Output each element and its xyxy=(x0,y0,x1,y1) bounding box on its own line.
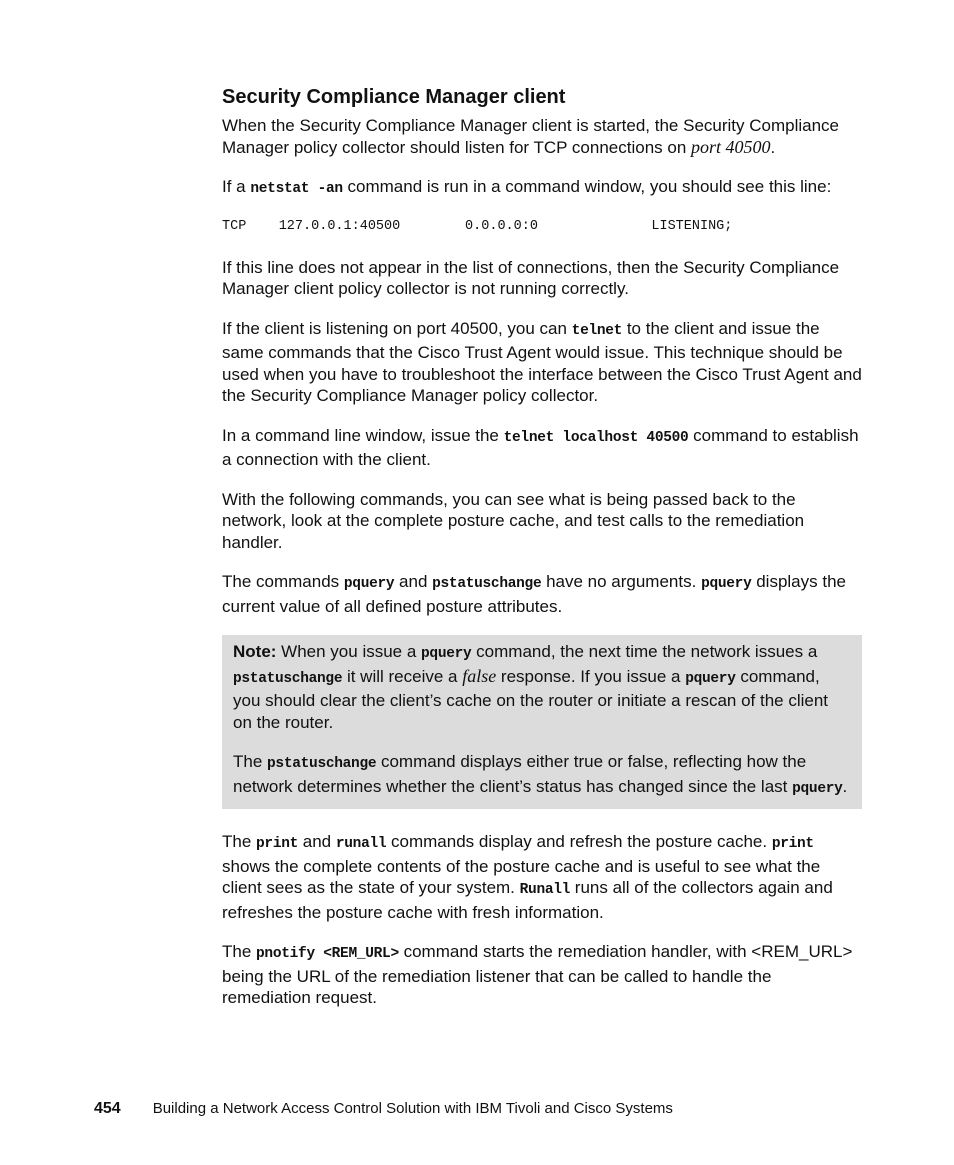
inline-code: pstatuschange xyxy=(432,576,542,592)
paragraph-2 xyxy=(222,176,862,201)
inline-code: pquery xyxy=(685,670,736,687)
inline-code: pstatuschange xyxy=(267,756,377,772)
text: command, the next time the network issues a xyxy=(471,642,818,661)
text: The xyxy=(222,942,257,961)
paragraph-6: With the following commands, you can see what is being passed back to the network, look at the complete posture cache, and test calls to the remediation handler. xyxy=(222,489,805,552)
inline-code: telnet xyxy=(571,322,623,339)
text: and xyxy=(298,832,336,851)
note-paragraph-2 xyxy=(233,751,850,800)
inline-code: pnotify <REM_URL> xyxy=(256,946,399,962)
false-italic: false xyxy=(462,665,497,686)
text: and xyxy=(394,572,433,591)
text: runs all of the collectors again and refreshes the posture cache with fresh information. xyxy=(222,878,833,922)
text: If the client is listening on port 40500, you can xyxy=(222,318,572,338)
paragraph-8 xyxy=(222,831,862,923)
text: response. If you issue a xyxy=(496,666,686,686)
note-box xyxy=(222,635,862,809)
paragraph-7 xyxy=(222,571,862,617)
paragraph-9 xyxy=(222,941,862,1009)
inline-code: pquery xyxy=(343,576,395,592)
inline-code: netstat -an xyxy=(250,181,343,197)
text: command is run in a command window, you should see this line: xyxy=(342,177,832,196)
text: . xyxy=(770,137,776,157)
text: The commands xyxy=(222,572,344,591)
section-heading: Security Compliance Manager client xyxy=(222,86,566,108)
page-content xyxy=(222,84,862,1027)
text: have no arguments. xyxy=(541,572,702,591)
text: commands display and refresh the posture cache. xyxy=(386,832,772,851)
port-italic: port 40500 xyxy=(691,136,771,157)
text: command, you should clear the client’s cache on the router or initiate a rescan of the client on the router. xyxy=(233,666,829,732)
text: In a command line window, issue the xyxy=(222,425,504,445)
text: shows the complete contents of the posture cache and is useful to see what the client sees as the state of your system. xyxy=(222,856,821,897)
page-number: 454 xyxy=(94,1100,121,1117)
text: . xyxy=(842,776,848,796)
text: When the Security Compliance Manager client is started, the Security Compliance Manager policy collector should listen for TCP connections on xyxy=(222,116,840,157)
paragraph-3: If this line does not appear in the list of connections, then the Security Compliance Manager client policy collector is not running correctly. xyxy=(222,257,840,298)
code-line: TCP 127.0.0.1:40500 0.0.0.0:0 LISTENING; xyxy=(222,218,733,234)
text: If a xyxy=(222,177,251,196)
paragraph-1 xyxy=(222,115,862,158)
text: command starts the remediation handler, with <REM_URL> being the URL of the remediation listener that can be called to handle the remediation request. xyxy=(222,942,853,1007)
book-title: Building a Network Access Control Solution with IBM Tivoli and Cisco Systems xyxy=(152,1100,673,1117)
text: The xyxy=(222,832,257,851)
note-paragraph-1 xyxy=(233,641,850,733)
inline-code: telnet localhost 40500 xyxy=(503,429,689,446)
text: The xyxy=(233,752,268,771)
inline-code: runall xyxy=(335,836,387,852)
inline-code: pstatuschange xyxy=(233,670,343,687)
inline-code: pquery xyxy=(792,780,843,797)
inline-code: Runall xyxy=(519,882,571,898)
inline-code: pquery xyxy=(421,646,472,662)
text: displays the current value of all defined posture attributes. xyxy=(222,572,846,616)
text: When you issue a xyxy=(276,642,422,661)
paragraph-4 xyxy=(222,318,862,407)
inline-code: print xyxy=(256,836,299,852)
paragraph-5 xyxy=(222,425,862,471)
text: to the client and issue the same commands that the Cisco Trust Agent would issue. This technique should be used when you have to troubleshoot the interface between the Cisco Trust Agent and the Security Compliance Manager policy collector. xyxy=(222,318,862,405)
inline-code: pquery xyxy=(701,576,752,592)
text: it will receive a xyxy=(342,666,463,686)
text: command displays either true or false, reflecting how the network determines whether the client’s status has changed since the last xyxy=(233,752,807,796)
note-label: Note: xyxy=(233,642,277,661)
text: command to establish a connection with the client. xyxy=(222,425,859,469)
inline-code: print xyxy=(771,836,814,852)
page-footer xyxy=(94,1100,673,1118)
